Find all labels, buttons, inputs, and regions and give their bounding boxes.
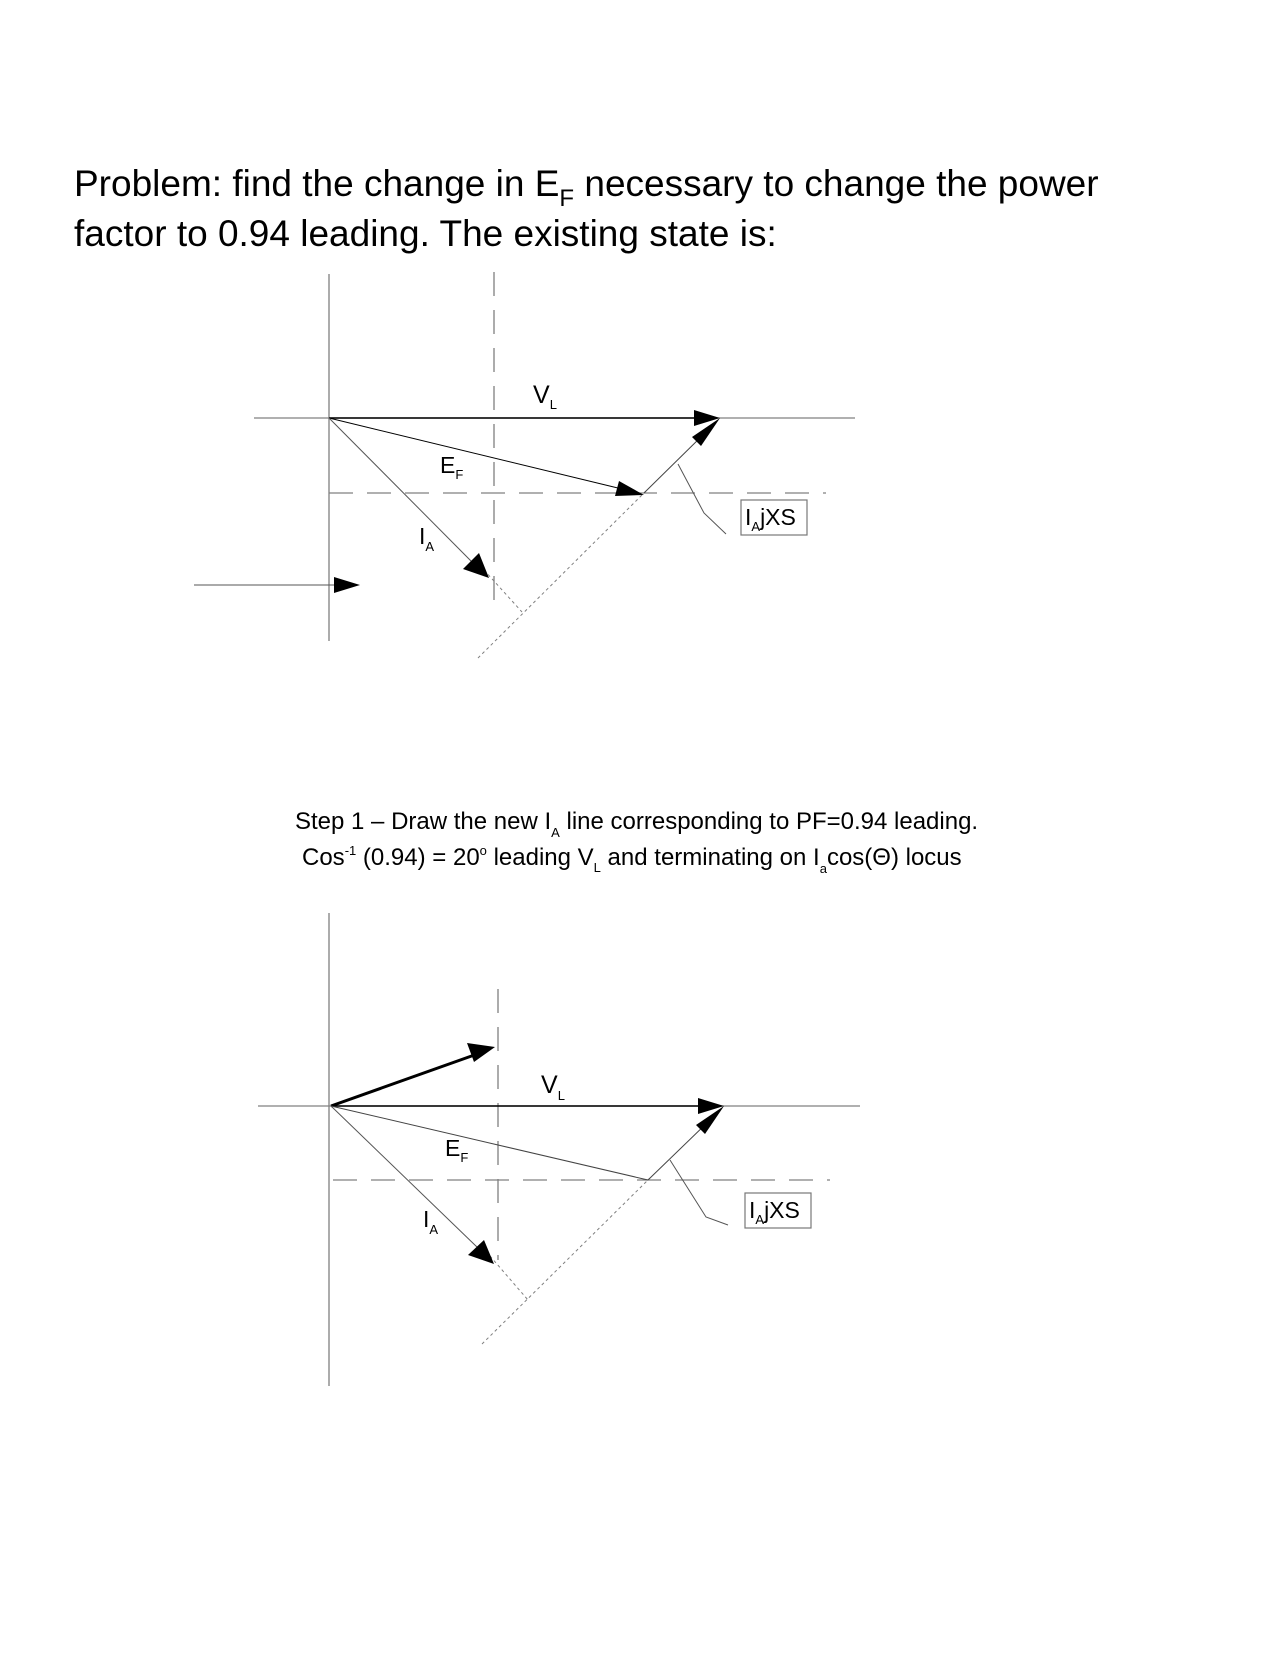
iajxs-label-2: $I_AjXS$ bbox=[749, 1197, 800, 1227]
ef-label: $E_F$ bbox=[440, 452, 464, 482]
new-ia-phasor-line bbox=[331, 1053, 480, 1106]
ia-phasor-line bbox=[329, 418, 472, 562]
dotted-extension-2 bbox=[482, 1178, 650, 1344]
iajxs-label: $I_AjXS$ bbox=[745, 504, 796, 534]
callout-leader bbox=[678, 464, 726, 534]
ia-label: $I_A$ bbox=[419, 523, 435, 554]
step1-line2: Cos$^{-1}$ $(0.94) = 20^o$ leading $V_L$ and terminating on $I_a\cos(\Theta)$ locus bbox=[302, 843, 962, 876]
dotted-ia-tail bbox=[484, 570, 522, 612]
ia-arrowhead-2 bbox=[468, 1240, 494, 1264]
problem-title-line1: Problem: find the change in $E_F$ necessary to change the power bbox=[74, 163, 1099, 212]
dotted-ia-tail-2 bbox=[490, 1256, 528, 1300]
ef-phasor-line-2 bbox=[331, 1106, 648, 1180]
ef-arrowhead bbox=[615, 481, 644, 496]
vl-label-2: $V_L$ bbox=[541, 1071, 565, 1103]
vl-label: $V_L$ bbox=[533, 381, 557, 412]
callout-leader-2 bbox=[670, 1160, 728, 1225]
ef-phasor-line bbox=[329, 418, 622, 489]
ia-label-2: $I_A$ bbox=[423, 1206, 439, 1237]
phasor-diagram-existing bbox=[194, 272, 855, 658]
phasor-diagram-step1 bbox=[258, 913, 860, 1386]
ia-phasor-line-2 bbox=[331, 1106, 478, 1248]
step1-line1: Step 1 – Draw the new $I_A$ line corresponding to PF=0.94 leading. bbox=[295, 808, 979, 840]
input-arrowhead bbox=[334, 577, 360, 593]
dotted-extension bbox=[478, 491, 646, 658]
new-ia-arrowhead bbox=[467, 1043, 495, 1062]
problem-title-line2: factor to 0.94 leading. The existing state is: bbox=[74, 213, 777, 254]
ef-label-2: $E_F$ bbox=[445, 1135, 469, 1165]
